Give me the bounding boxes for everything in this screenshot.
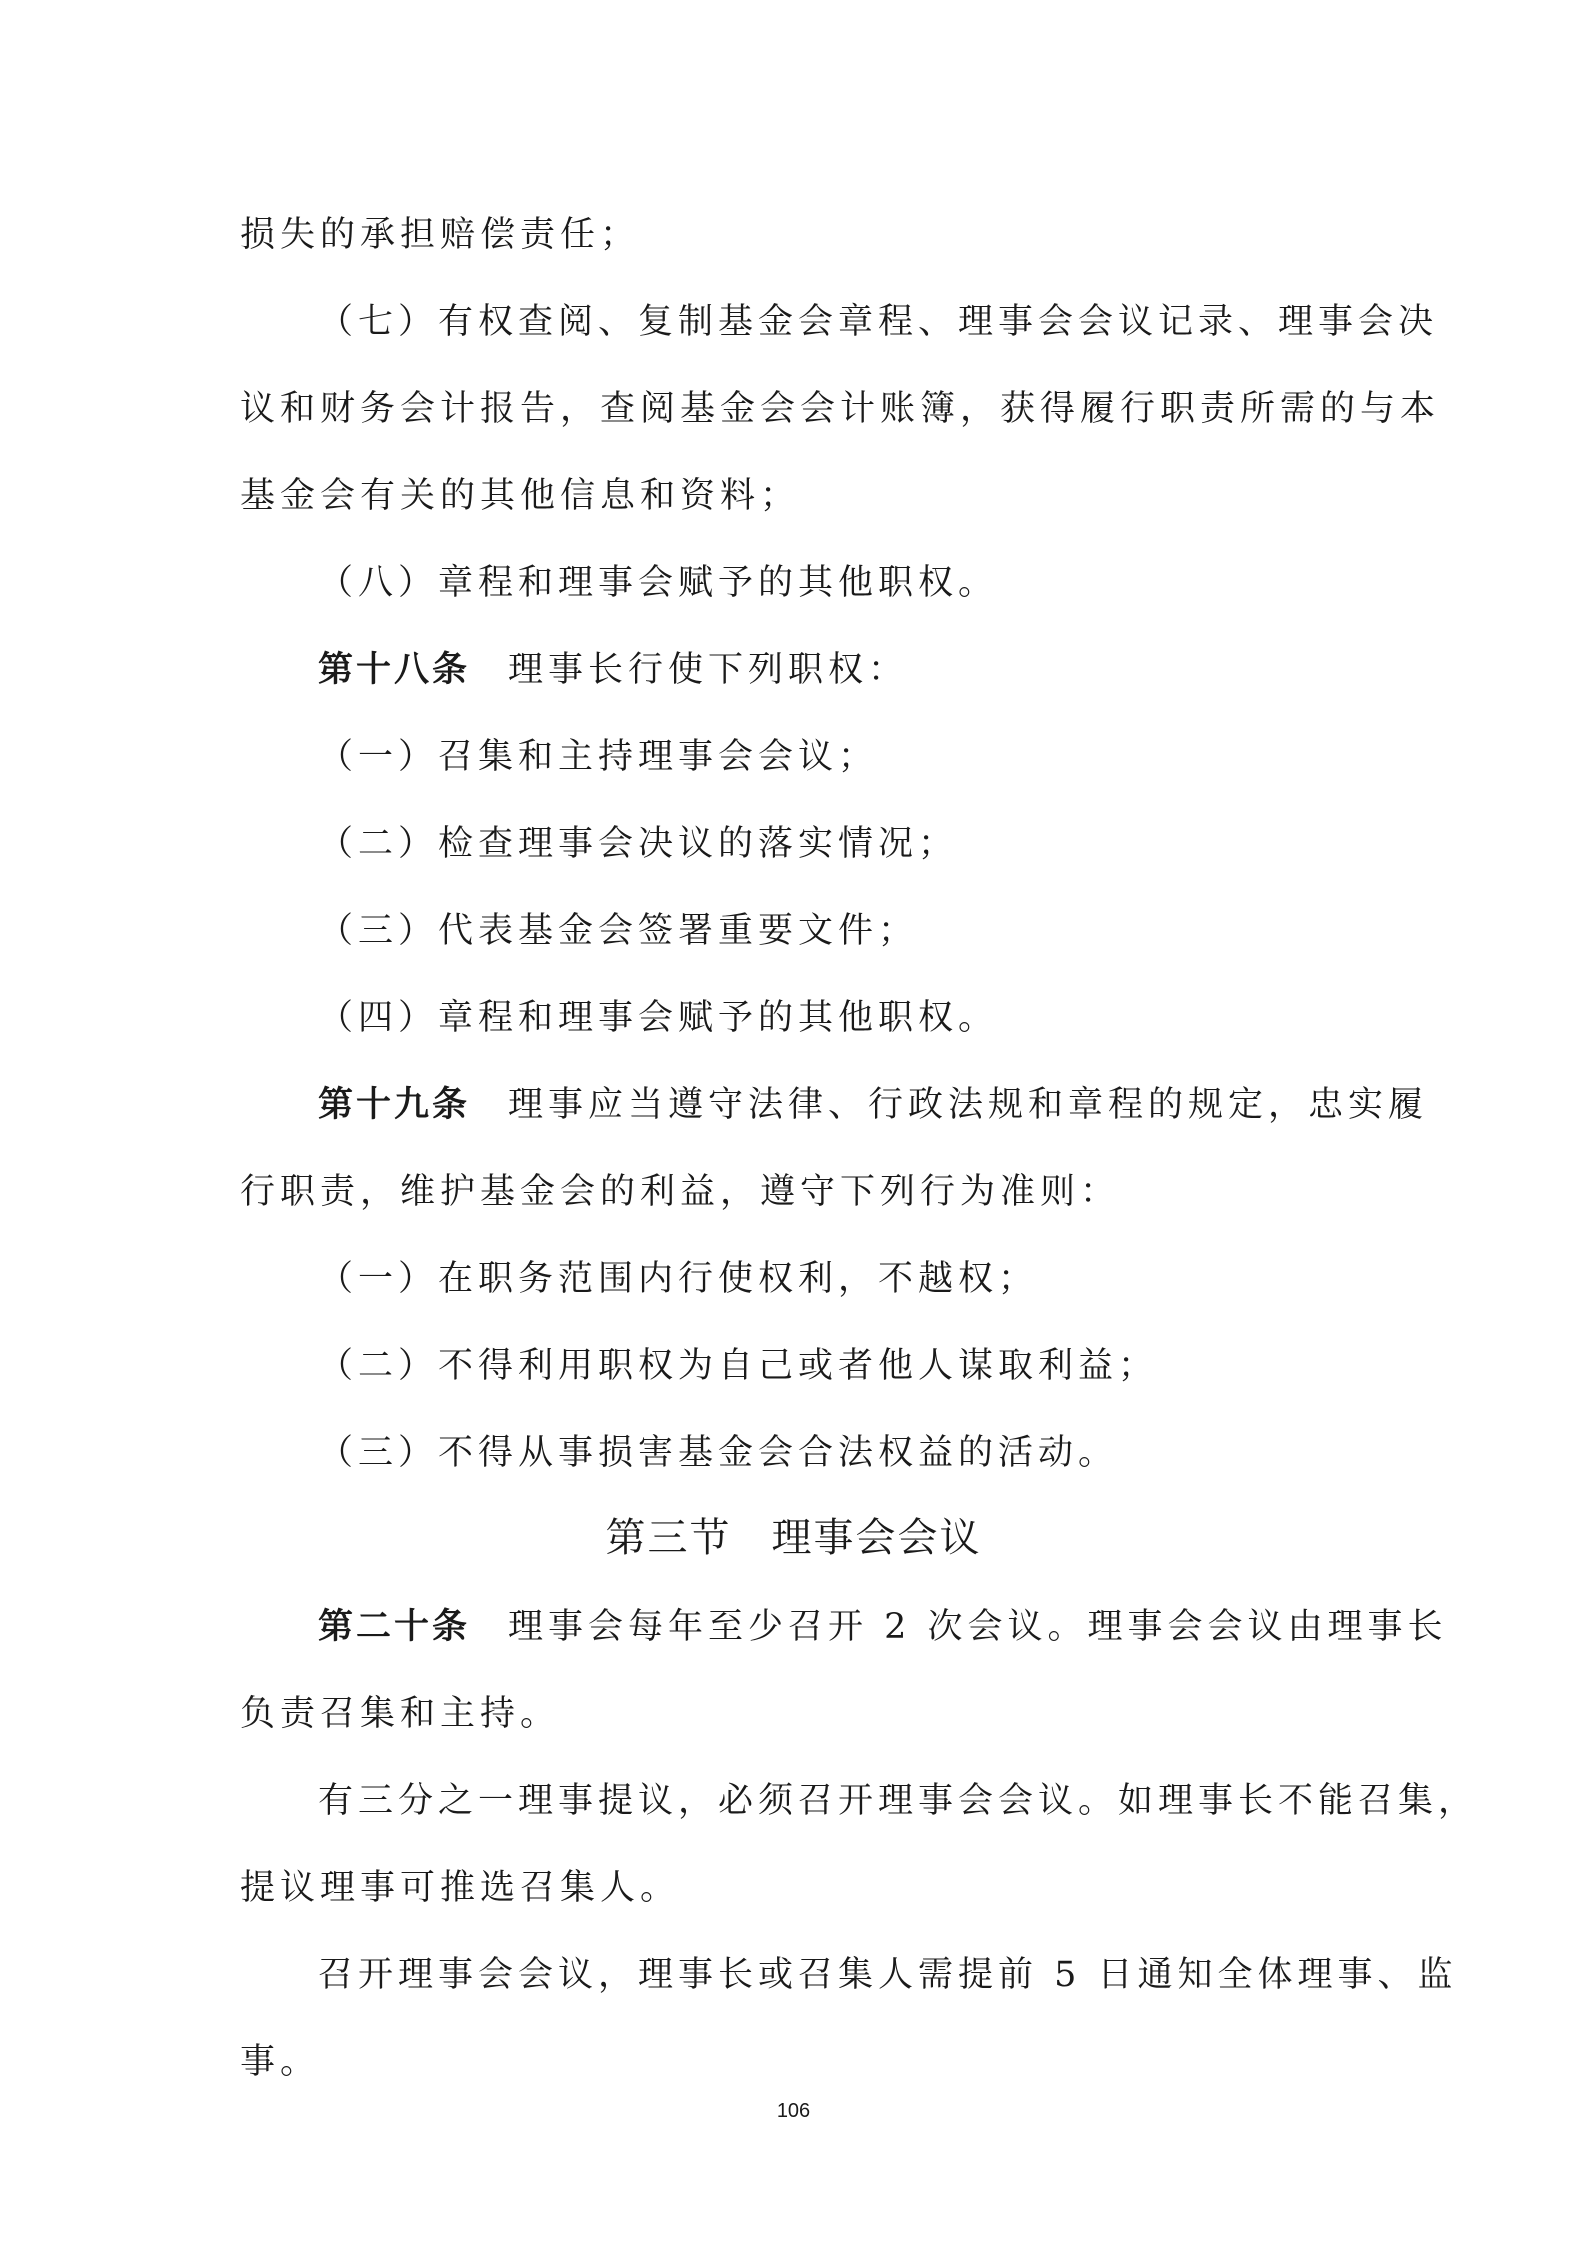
article-label: 第十八条: [318, 649, 471, 690]
paragraph-line: 事。: [240, 2042, 321, 2082]
list-item: （二）检查理事会决议的落实情况；: [318, 824, 959, 864]
article-text: 理事应当遵守法律、行政法规和章程的规定，忠实履: [508, 1085, 1429, 1125]
list-item: （三）代表基金会签署重要文件；: [318, 911, 919, 951]
paragraph-line: 基金会有关的其他信息和资料；: [240, 476, 801, 516]
article-text: 理事长行使下列职权：: [508, 650, 909, 690]
article-label: 第十九条: [318, 1084, 471, 1125]
page-number: 106: [776, 2100, 811, 2122]
paragraph-line: （八）章程和理事会赋予的其他职权。: [318, 563, 999, 603]
list-item: （三）不得从事损害基金会合法权益的活动。: [318, 1433, 1119, 1473]
paragraph-line: （七）有权查阅、复制基金会章程、理事会会议记录、理事会决: [318, 302, 1439, 342]
section-title: 理事会会议: [771, 1515, 982, 1561]
paragraph-line: 召开理事会会议，理事长或召集人需提前 5 日通知全体理事、监: [318, 1955, 1458, 1995]
paragraph-line: 负责召集和主持。: [240, 1694, 561, 1734]
paragraph-line: 提议理事可推选召集人。: [240, 1868, 681, 1908]
article-text: 理事会每年至少召开 2 次会议。理事会会议由理事长: [508, 1607, 1448, 1647]
article-label: 第二十条: [318, 1606, 471, 1647]
article-18-heading: [318, 646, 1438, 694]
section-heading: [0, 1510, 1587, 1566]
paragraph-line: 有三分之一理事提议，必须召开理事会会议。如理事长不能召集，: [318, 1781, 1479, 1821]
paragraph-line: 行职责，维护基金会的利益，遵守下列行为准则：: [240, 1172, 1121, 1212]
article-19-heading: [318, 1081, 1438, 1129]
list-item: （二）不得利用职权为自己或者他人谋取利益；: [318, 1346, 1159, 1386]
article-20-heading: [318, 1603, 1448, 1651]
paragraph-line: 损失的承担赔偿责任；: [240, 215, 641, 255]
list-item: （一）在职务范围内行使权利，不越权；: [318, 1259, 1039, 1299]
list-item: （一）召集和主持理事会会议；: [318, 737, 879, 777]
list-item: （四）章程和理事会赋予的其他职权。: [318, 998, 999, 1038]
paragraph-line: 议和财务会计报告，查阅基金会会计账簿，获得履行职责所需的与本: [240, 389, 1441, 429]
section-number: 第三节: [605, 1515, 732, 1561]
